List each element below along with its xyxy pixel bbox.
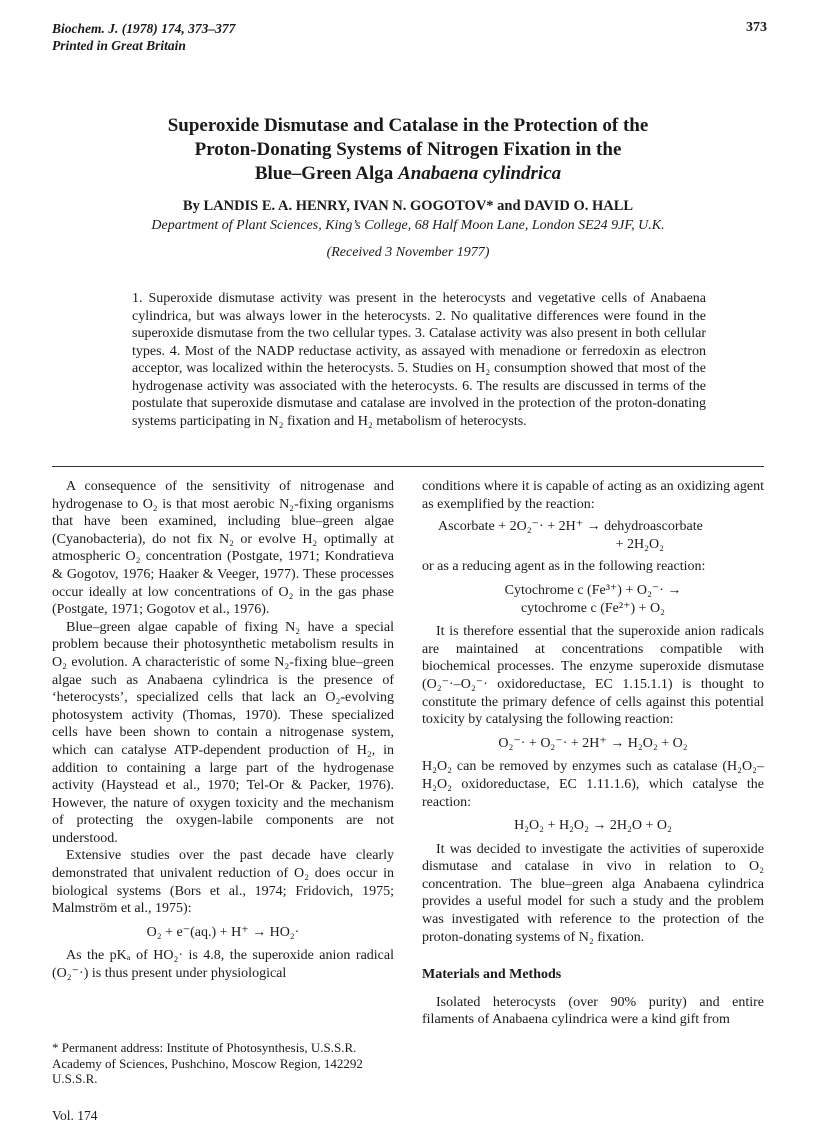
right-column [422, 478, 764, 1029]
equation-reduction: O₂ + e⁻(aq.) + H⁺ → HO₂· [146, 924, 300, 940]
footnote: * Permanent address: Institute of Photosynthesis, U.S.S.R. Academy of Sciences, Pushchino, Moscow Region, 142292 U.S.S.R. [52, 1040, 363, 1086]
title-line-2: Proton-Donating Systems of Nitrogen Fixation in the [194, 139, 622, 160]
section-divider [52, 466, 764, 467]
intro-paragraph-1: A consequence of the sensitivity of nitrogenase and hydrogenase to O₂ is that most aerobic N₂-fixing organisms that have been examined, including blue–green algae (Cyanobacteria), do not fix N₂ or evolve H₂ optimally at atmospheric O₂ concentration (Postgate, 1971; Kondratieva & Gogotov, 1976; Haaker & Veeger, 1977). These processes occur ideally at low concentrations of O₂ in the gas phase (Postgate, 1971; Gogotov et al., 1976). [52, 479, 394, 618]
volume-label: Vol. 174 [52, 1108, 98, 1123]
methods-paragraph-1: Isolated heterocysts (over 90% purity) and entire filaments of Anabaena cylindrica were a kind gift from [422, 994, 764, 1028]
equation-dismutase: O₂⁻· + O₂⁻· + 2H⁺ → H₂O₂ + O₂ [498, 735, 688, 751]
affiliation: Department of Plant Sciences, King’s College, 68 Half Moon Lane, London SE24 9JF, U.K. [151, 218, 665, 233]
received-date: (Received 3 November 1977) [326, 245, 490, 260]
running-header [52, 20, 235, 54]
authors: By LANDIS E. A. HENRY, IVAN N. GOGOTOV* and DAVID O. HALL [182, 198, 634, 214]
equation-ascorbate: Ascorbate + 2O₂⁻· + 2H⁺ → dehydroascorbate [438, 519, 703, 535]
equation-cytochrome: Cytochrome c (Fe³⁺) + O₂⁻· → [504, 582, 682, 598]
abstract: 1. Superoxide dismutase activity was present in the heterocysts and vegetative cells of Anabaena cylindrica, but was always lower in the heterocysts. 2. No qualitative differences were found in the superoxide dismutase from the two cellular types. 3. Catalase activity was also present in both cellular types. 4. Most of the NADP reductase activity, as assayed with menadione or ferredoxin as electron acceptor, was localized within the heterocysts. 5. Studies on H₂ consumption showed that most of the hydrogenase activity was associated with the heterocysts. 6. The results are discussed in terms of the postulate that superoxide dismutase and catalase are involved in the protection of the proton-donating systems participating in N₂ fixation and H₂ metabolism of heterocysts. [132, 291, 706, 429]
section-heading-methods: Materials and Methods [422, 967, 562, 983]
col2-paragraph-1: conditions where it is capable of acting as an oxidizing agent as exemplified by the reaction: [422, 479, 764, 512]
intro-paragraph-2: Blue–green algae capable of fixing N₂ have a special problem because their photosynthetic metabolism results in O₂ evolution. A characteristic of some N₂-fixing blue–green algae such as Anabaena cylindrica is the presence of ‘heterocysts’, specialized cells that lack an O₂-evolving photosystem activity (Thomas, 1970). These specialized cells have been shown to contain a nitrogenase system, which can catalyse ATP-dependent production of H₂, in addition to containing a large part of the hydrogenase activity (Haystead et al., 1970; Tel-Or & Packer, 1976). However, the nature of oxygen toxicity and the mechanism of protecting the oxygen-labile components are not understood. [52, 619, 394, 846]
title-species: Anabaena cylindrica [398, 163, 562, 184]
article-title [100, 114, 716, 186]
page-number: 373 [746, 20, 767, 35]
printed-note: Printed in Great Britain [52, 38, 186, 53]
title-line-3 [100, 162, 716, 186]
intro-paragraph-4: As the pKₐ of HO₂· is 4.8, the superoxide anion radical (O₂⁻·) is thus present under physiological [52, 948, 394, 982]
journal-citation: Biochem. J. (1978) 174, 373–377 [52, 21, 236, 36]
left-column [52, 478, 394, 983]
col2-paragraph-5: It was decided to investigate the activities of superoxide dismutase and catalase in vivo in relation to O₂ concentration. The blue–green alga Anabaena cylindrica provides a useful model for such a study and the problem was investigated with reference to the protection of the proton-donating systems of N₂ fixation. [422, 841, 764, 945]
equation-ascorbate-cont: + 2H₂O₂ [615, 536, 664, 552]
col2-paragraph-3: It is therefore essential that the superoxide anion radicals are maintained at concentrations compatible with biochemical processes. The enzyme superoxide dismutase (O₂⁻·–O₂⁻· oxidoreductase, EC 1.15.1.1) is thought to constitute the primary defence of cells against this potential toxicity by catalysing the following reaction: [422, 624, 764, 728]
col2-paragraph-2: or as a reducing agent as in the following reaction: [422, 559, 706, 575]
intro-paragraph-3: Extensive studies over the past decade have clearly demonstrated that univalent reduction of O₂ does occur in biological systems (Bors et al., 1974; Fridovich, 1975; Malmström et al., 1975): [52, 848, 394, 917]
title-line-1: Superoxide Dismutase and Catalase in the Protection of the [167, 115, 649, 136]
equation-cytochrome-cont: cytochrome c (Fe²⁺) + O₂ [520, 600, 666, 616]
title-line-3-prefix: Blue–Green Alga [254, 163, 399, 184]
col2-paragraph-4: H₂O₂ can be removed by enzymes such as catalase (H₂O₂–H₂O₂ oxidoreductase, EC 1.11.1.6), which catalyse the reaction: [422, 759, 764, 810]
equation-catalase: H₂O₂ + H₂O₂ → 2H₂O + O₂ [514, 818, 672, 834]
